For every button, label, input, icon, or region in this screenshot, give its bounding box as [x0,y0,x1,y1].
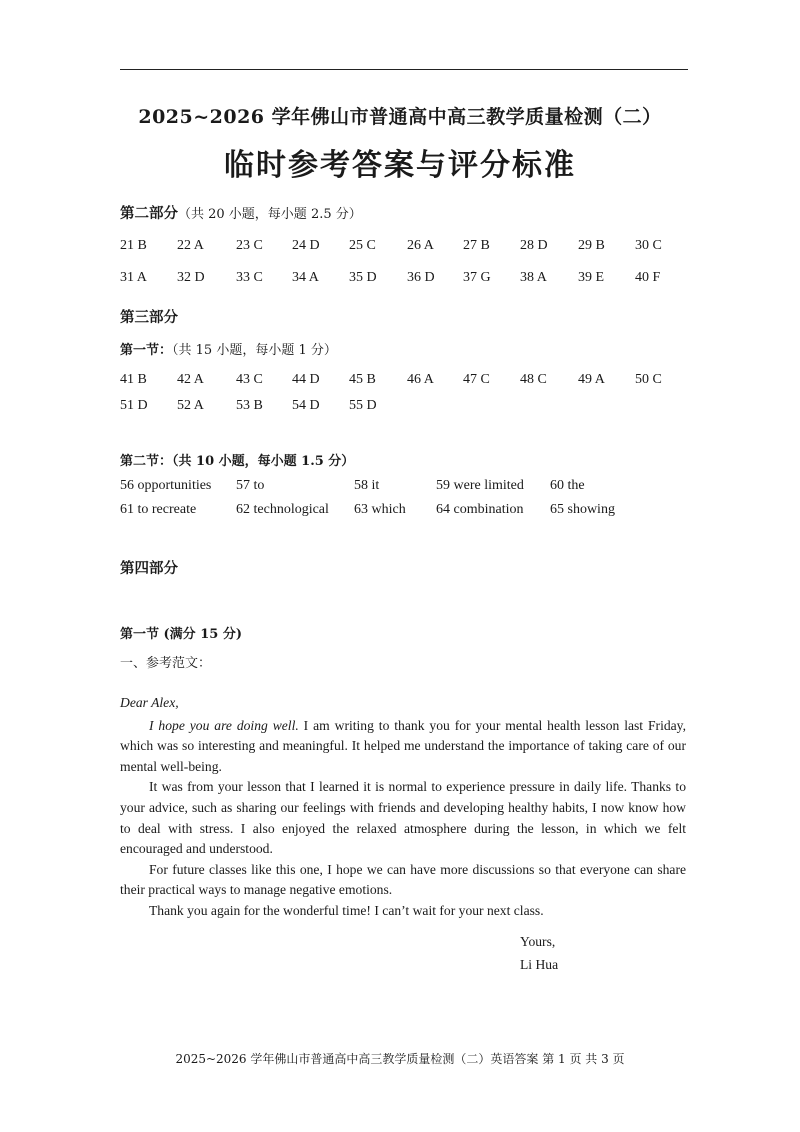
answer-item: 59 were limited [436,478,524,493]
answer-item: 55 D [349,398,377,413]
answer-item: 45 B [349,372,376,387]
answer-item: 60 the [550,478,585,493]
answer-item: 23 C [236,238,263,253]
answer-item: 34 A [292,270,319,285]
answer-item: 65 showing [550,502,615,517]
letter-paragraph-4: Thank you again for the wonderful time! I can’t wait for your next class. [149,902,544,918]
part2-title: 第二部分 [120,205,178,222]
answer-item: 40 F [635,270,661,285]
sample-letter [120,693,686,922]
answer-item: 61 to recreate [120,502,197,517]
answer-item: 42 A [177,372,204,387]
letter-paragraph-1 [120,716,686,778]
answer-item: 49 A [578,372,605,387]
answer-item: 47 C [463,372,490,387]
answer-item: 62 technological [236,502,329,517]
answer-item: 57 to [236,478,265,493]
sample-essay-label: 一、参考范文： [120,656,212,671]
answer-item: 21 B [120,238,147,253]
part3-row-2 [120,398,720,418]
part3-section2-row-2 [120,502,720,522]
part3-row-1 [120,372,720,392]
answer-item: 31 A [120,270,147,285]
letter-opening-sentence: I hope you are doing well. [149,717,299,733]
answer-item: 50 C [635,372,662,387]
answer-item: 24 D [292,238,320,253]
part3-section2-heading: 第二节：（共 10 小题，每小题 1.5 分） [120,454,355,469]
top-rule [120,69,688,70]
answer-item: 43 C [236,372,263,387]
answer-item: 64 combination [436,502,524,517]
answer-item: 51 D [120,398,148,413]
part4-section1-title: 第一节 (满分 15 分) [120,627,242,642]
letter-paragraph-3: For future classes like this one, I hope we can have more discussions so that everyone can share their practical ways to manage negative emotions. [120,861,686,898]
answer-item: 32 D [177,270,205,285]
answer-item: 53 B [236,398,263,413]
part3-section2-row-1 [120,478,720,498]
answer-item: 33 C [236,270,263,285]
answer-item: 41 B [120,372,147,387]
letter-paragraph-2: It was from your lesson that I learned it is normal to experience pressure in daily life. Thanks to your advice, such as sharing our feelings with friends and developing healthy habits, I now know how to deal with stress. I also enjoyed the relaxed atmosphere during the lesson, in which we felt encouraged and understood. [120,779,686,857]
part2-row-2 [120,270,720,290]
answer-item: 28 D [520,238,548,253]
exam-title: 2025~2026 学年佛山市普通高中高三教学质量检测（二） [138,106,662,128]
answer-item: 37 G [463,270,491,285]
answer-item: 35 D [349,270,377,285]
answer-item: 48 C [520,372,547,387]
answer-item: 27 B [463,238,490,253]
answer-item: 58 it [354,478,380,493]
answer-item: 56 opportunities [120,478,212,493]
answer-item: 54 D [292,398,320,413]
part4-heading: 第四部分 [120,560,178,577]
letter-greeting: Dear Alex, [120,695,179,710]
part2-note: （共 20 小题，每小题 2.5 分） [178,207,362,222]
answer-item: 29 B [578,238,605,253]
part3-section1-heading [120,339,337,358]
part2-row-1 [120,238,720,258]
part2-heading [120,202,362,223]
answer-item: 22 A [177,238,204,253]
letter-signature: Li Hua [520,957,559,972]
answer-item: 26 A [407,238,434,253]
letter-closing: Yours, [520,934,556,949]
section1-note: （共 15 小题，每小题 1 分） [172,343,337,358]
section1-label: 第一节： [120,343,173,358]
answer-item: 44 D [292,372,320,387]
part3-heading: 第三部分 [120,309,178,326]
page-footer: 2025~2026 学年佛山市普通高中高三教学质量检测（二）英语答案 第 1 页 共 3 页 [175,1052,625,1066]
answer-item: 46 A [407,372,434,387]
answer-item: 39 E [578,270,605,285]
answer-item: 25 C [349,238,376,253]
answer-item: 52 A [177,398,204,413]
answer-item: 36 D [407,270,435,285]
document-title: 临时参考答案与评分标准 [224,148,576,183]
letter-paragraph-1-text: I am writing to thank you for your mental health lesson last Friday, which was so interesting and meaningful. It helped me understand the importance of taking care of our mental well-being. [120,717,686,774]
answer-item: 63 which [354,502,406,517]
answer-item: 30 C [635,238,662,253]
answer-item: 38 A [520,270,547,285]
